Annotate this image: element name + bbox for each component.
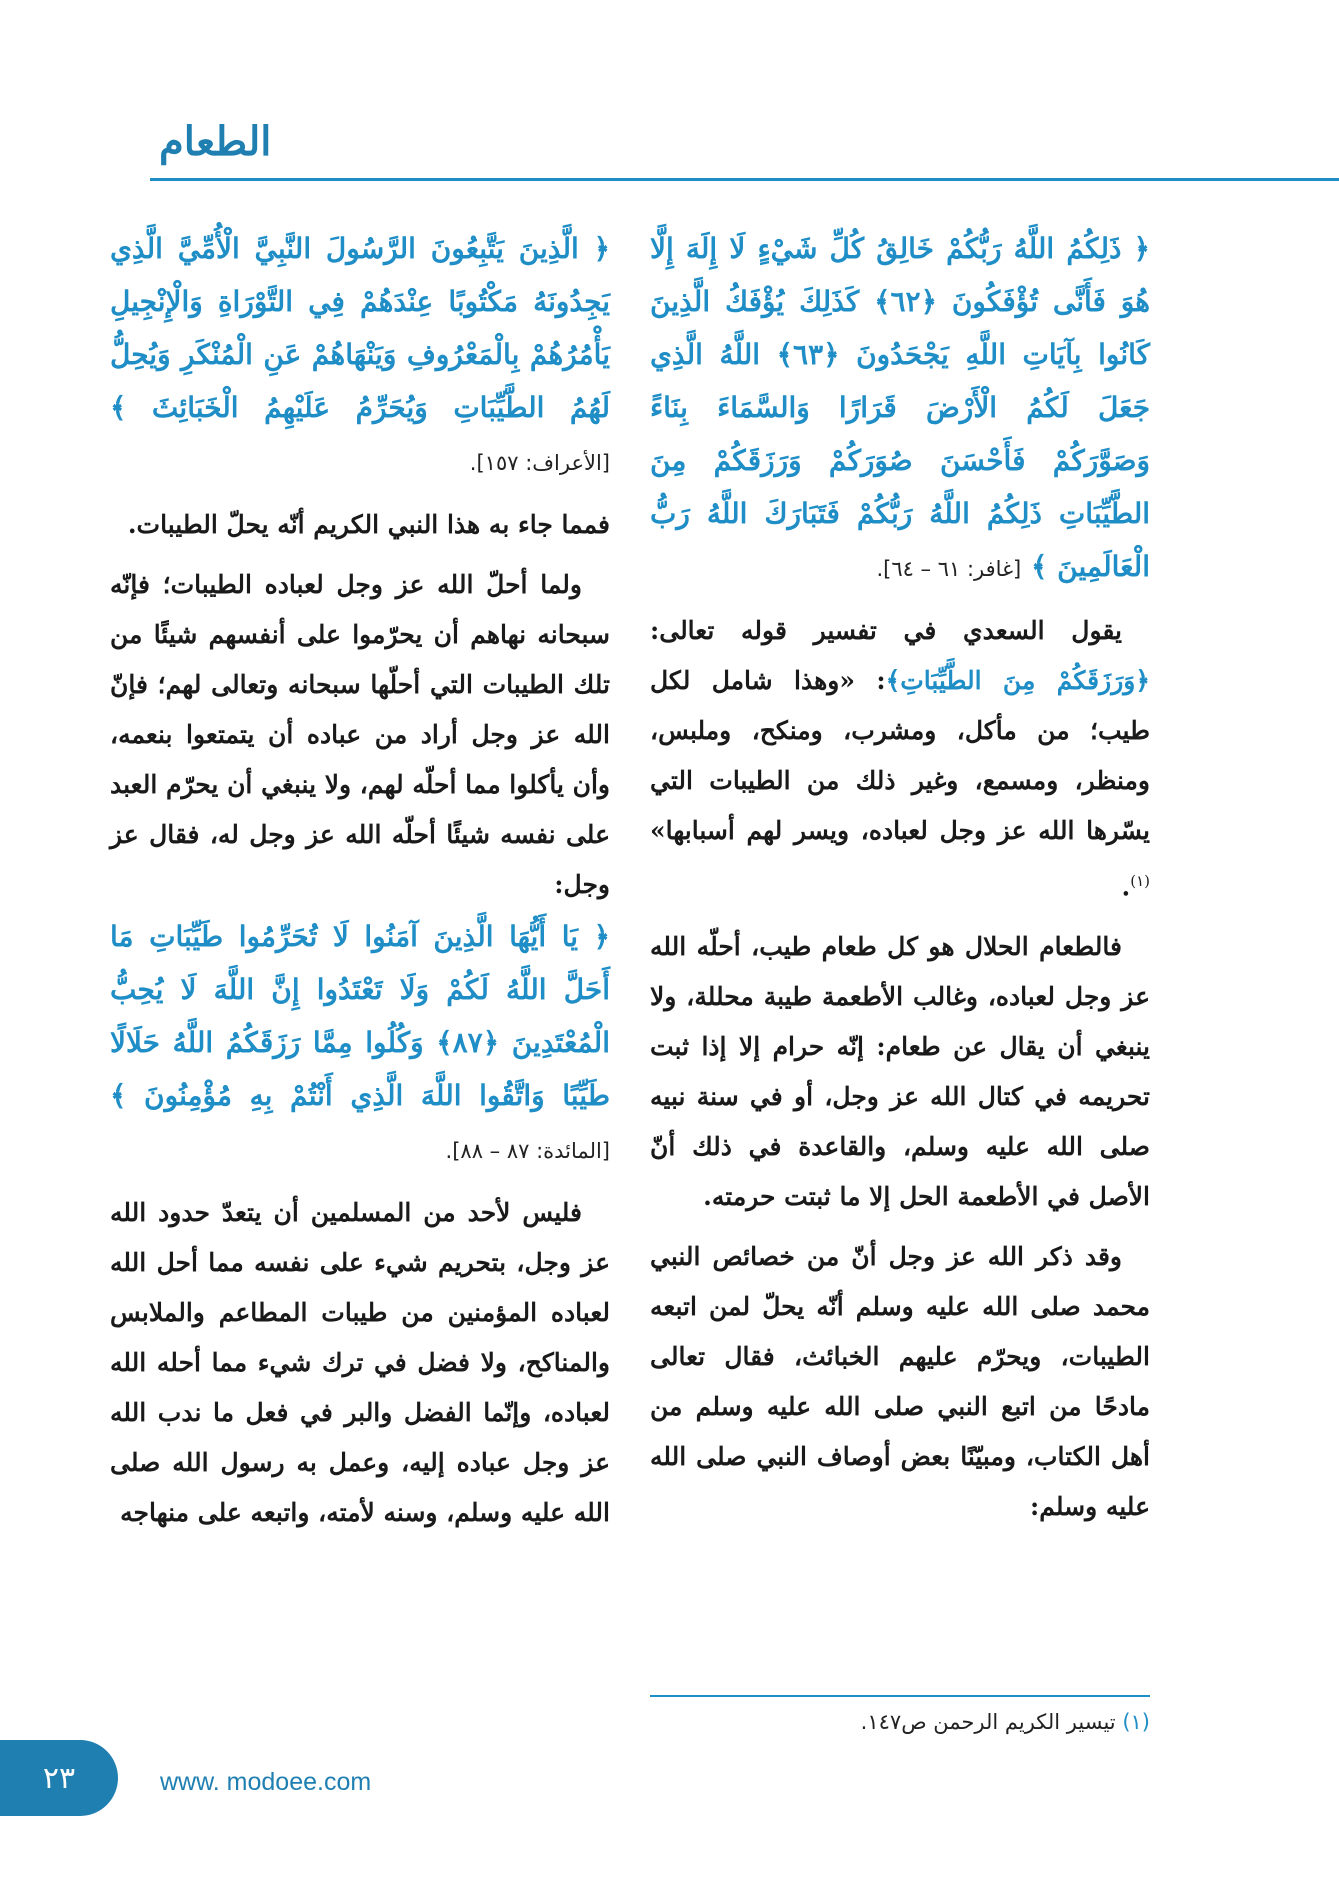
chapter-title: الطعام [159, 118, 272, 165]
quran-verse-ghafir [650, 222, 1150, 596]
paragraph-prophet: وقد ذكر الله عز وجل أنّ من خصائص النبي محمد صلى الله عليه وسلم أنّه يحلّ لمن اتبعه الطيبات، ويحرّم عليهم الخبائث، فقال تعالى مادحًا من اتبع النبي صلى الله عليه وسلم من أهل الكتاب، ومبيّنًا بعض أوصاف النبي صلى الله عليه وسلم: [650, 1242, 1150, 1522]
paragraph-halal: فالطعام الحلال هو كل طعام طيب، أحلّه الله عز وجل لعباده، وغالب الأطعمة طيبة محللة، ولا ينبغي أن يقال عن طعام: إنّه حرام إلا إذا ثبت تحريمه في كتال الله عز وجل، أو في سنة نبيه صلى الله عليه وسلم، والقاعدة في ذلك أنّ الأصل في الأطعمة الحل إلا ما ثبتت حرمته. [650, 932, 1150, 1212]
footnote-text: تيسير الكريم الرحمن ص١٤٧. [860, 1710, 1116, 1734]
page-number-badge [0, 1740, 118, 1816]
footnote [650, 1710, 1150, 1734]
paragraph-prohibition: ولما أحلّ الله عز وجل لعباده الطيبات؛ فإنّه سبحانه نهاهم أن يحرّموا على أنفسهم شيئًا من تلك الطيبات التي أحلّها سبحانه وتعالى لهم؛ فإنّ الله عز وجل أراد من عباده أن يتمتعوا بنعمه، وأن يأكلوا مما أحلّه لهم، ولا ينبغي أن يحرّم العبد على نفسه شيئًا أحلّه الله عز وجل له، فقال عز وجل: [110, 570, 610, 899]
footnote-number: (١) [1122, 1710, 1150, 1734]
paragraph-text: : «وهذا شامل لكل طيب؛ من مأكل، ومشرب، ومنكح، وملبس، ومنظر، ومسمع، وغير ذلك من الطيبات التي يسّرها الله عز وجل لعباده، ويسر لهم أسبابها» [650, 666, 1150, 845]
paragraph-saadi [650, 606, 1150, 912]
header-divider [150, 178, 1339, 181]
verse-text: ﴿ يَا أَيُّهَا الَّذِينَ آمَنُوا لَا تُحَرِّمُوا طَيِّبَاتِ مَا أَحَلَّ اللَّهُ لَكُمْ وَلَا تَعْتَدُوا إِنَّ اللَّهَ لَا يُحِبُّ الْمُعْتَدِينَ ﴿٨٧﴾ وَكُلُوا مِمَّا رَزَقَكُمُ اللَّهُ حَلَالًا طَيِّبًا وَاتَّقُوا اللَّهَ الَّذِي أَنْتُمْ بِهِ مُؤْمِنُونَ ﴾ [110, 920, 610, 1112]
paragraph-end: . [1121, 872, 1131, 902]
verse-reference: [غافر: ٦١ – ٦٤]. [876, 557, 1022, 581]
verse-text: ﴿ ذَلِكُمُ اللَّهُ رَبُّكُمْ خَالِقُ كُلِّ شَيْءٍ لَا إِلَهَ إِلَّا هُوَ فَأَنَّى تُؤْفَكُونَ ﴿٦٢﴾ كَذَلِكَ يُؤْفَكُ الَّذِينَ كَانُوا بِآيَاتِ اللَّهِ يَجْحَدُونَ ﴿٦٣﴾ اللَّهُ الَّذِي جَعَلَ لَكُمُ الْأَرْضَ قَرَارًا وَالسَّمَاءَ بِنَاءً وَصَوَّرَكُمْ فَأَحْسَنَ صُوَرَكُمْ وَرَزَقَكُمْ مِنَ الطَّيِّبَاتِ ذَلِكُمُ اللَّهُ رَبُّكُمْ فَتَبَارَكَ اللَّهُ رَبُّ الْعَالَمِينَ ﴾ [650, 232, 1150, 583]
footnote-divider [650, 1695, 1150, 1697]
page-number: ٢٣ [42, 1760, 76, 1796]
website-link[interactable]: www. modoee.com [160, 1768, 372, 1796]
verse-text: ﴿ الَّذِينَ يَتَّبِعُونَ الرَّسُولَ النَّبِيَّ الْأُمِّيَّ الَّذِي يَجِدُونَهُ مَكْتُوبًا عِنْدَهُمْ فِي التَّوْرَاةِ وَالْإِنْجِيلِ يَأْمُرُهُمْ بِالْمَعْرُوفِ وَيَنْهَاهُمْ عَنِ الْمُنْكَرِ وَيُحِلُّ لَهُمُ الطَّيِّبَاتِ وَيُحَرِّمُ عَلَيْهِمُ الْخَبَائِثَ ﴾ [110, 232, 610, 424]
quran-verse-araf [110, 222, 610, 490]
footnote-marker[interactable]: (١) [1130, 872, 1150, 890]
verse-reference: [الأعراف: ١٥٧]. [469, 451, 610, 475]
inline-verse: ﴿وَرَزَقَكُمْ مِنَ الطَّيِّبَاتِ﴾ [885, 666, 1150, 695]
quran-verse-maidah [110, 910, 610, 1178]
verse-reference: [المائدة: ٨٧ – ٨٨]. [445, 1139, 610, 1163]
paragraph-tayyibat: فمما جاء به هذا النبي الكريم أنّه يحلّ الطيبات. [127, 510, 610, 539]
paragraph-text: يقول السعدي في تفسير قوله تعالى: [650, 616, 1122, 645]
left-column [110, 222, 610, 1538]
right-column [650, 222, 1150, 1532]
paragraph-muslims: فليس لأحد من المسلمين أن يتعدّ حدود الله عز وجل، بتحريم شيء على نفسه مما أحل الله لعباده المؤمنين من طيبات المطاعم والملابس والمناكح، ولا فضل في ترك شيء مما أحله الله لعباده، وإنّما الفضل والبر في فعل ما ندب الله عز وجل عباده إليه، وعمل به رسول الله صلى الله عليه وسلم، وسنه لأمته، واتبعه على منهاجه [110, 1198, 610, 1527]
